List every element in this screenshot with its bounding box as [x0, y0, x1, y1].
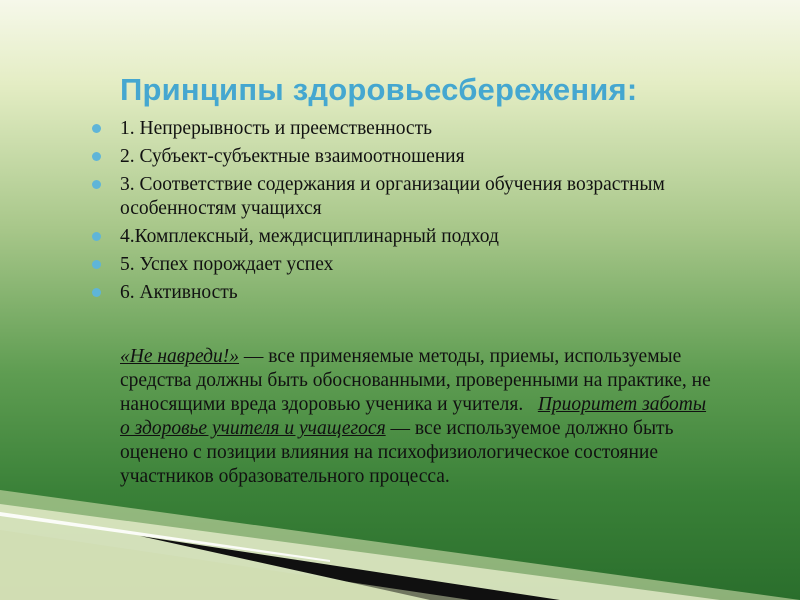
- principle-do-no-harm: «Не навреди!»: [120, 346, 240, 367]
- bullet-icon: [92, 260, 101, 269]
- list-item-text: 1. Непрерывность и преемственность: [120, 118, 432, 139]
- bullet-icon: [92, 232, 101, 241]
- principle-health-priority-text: — все используемое должно быть оценено с позиции влияния на психофизиологическое состояние участников образовательного процесса.: [120, 418, 674, 487]
- principles-list: [88, 117, 728, 309]
- list-item: [88, 225, 728, 249]
- list-item: [88, 117, 728, 141]
- list-item: [88, 281, 728, 305]
- list-item: [88, 173, 728, 221]
- list-item-text: 3. Соответствие содержания и организации обучения возрастным особенностям учащихся: [120, 174, 665, 219]
- decorative-stripe: [0, 490, 800, 600]
- list-item: [88, 145, 728, 169]
- bullet-icon: [92, 288, 101, 297]
- principle-do-no-harm-text: — все применяемые методы, приемы, используемые средства должны быть обоснованными, проверенными на практике, не наносящими вреда здоровью ученика и учителя.: [120, 346, 711, 415]
- principle-health-priority: Приоритет заботы о здоровье учителя и учащегося: [120, 394, 707, 439]
- slide-title: Принципы здоровьесбережения:: [120, 72, 638, 107]
- bullet-icon: [92, 152, 101, 161]
- list-item-text: 2. Субъект-субъектные взаимоотношения: [120, 146, 465, 167]
- list-item-text: 4.Комплексный, междисциплинарный подход: [120, 226, 499, 247]
- bullet-icon: [92, 180, 101, 189]
- list-item-text: 5. Успех порождает успех: [120, 254, 334, 275]
- list-item-text: 6. Активность: [120, 282, 238, 303]
- bullet-icon: [92, 124, 101, 133]
- principle-quote: [120, 345, 720, 489]
- list-item: [88, 253, 728, 277]
